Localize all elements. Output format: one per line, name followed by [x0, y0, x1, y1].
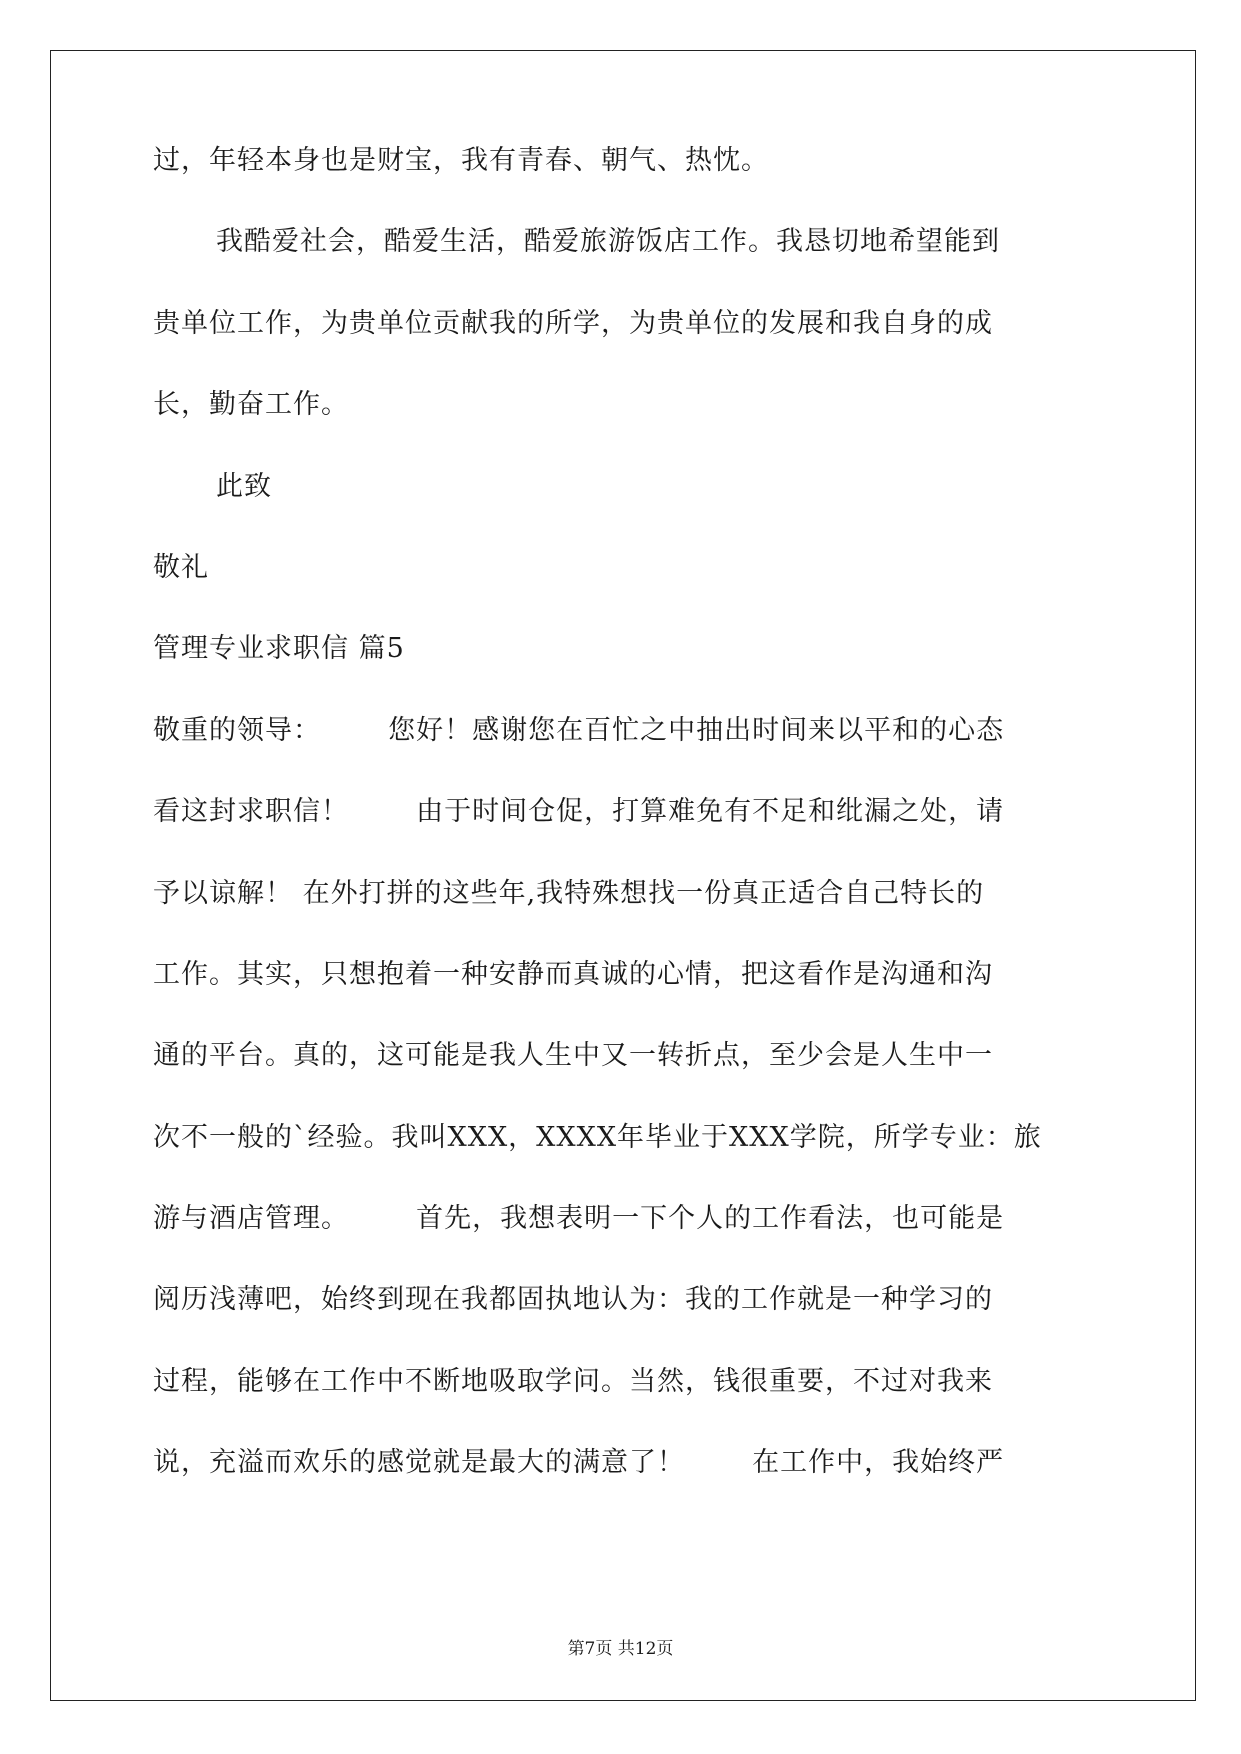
- text-line-15: 阅历浅薄吧，始终到现在我都固执地认为：我的工作就是一种学习的: [153, 1284, 993, 1316]
- text-line-16: 过程，能够在工作中不断地吸取学问。当然，钱很重要，不过对我来: [153, 1365, 993, 1397]
- closing-salutation: 此致: [216, 470, 272, 502]
- text-line-2: 我酷爱社会，酷爱生活，酷爱旅游饭店工作。我恳切地希望能到: [216, 226, 1000, 258]
- text-line-3: 贵单位工作，为贵单位贡献我的所学，为贵单位的发展和我自身的成: [153, 307, 993, 339]
- text-line-12: 通的平台。真的，这可能是我人生中又一转折点，至少会是人生中一: [153, 1040, 993, 1072]
- text-line-17: 说，充溢而欢乐的感觉就是最大的满意了！ 在工作中，我始终严: [153, 1447, 1005, 1479]
- section-heading: 管理专业求职信 篇5: [153, 633, 405, 665]
- text-line-10: 予以谅解！ 在外打拼的这些年,我特殊想找一份真正适合自己特长的: [153, 877, 985, 909]
- document-body: [153, 145, 1093, 1504]
- text-line-1: 过，年轻本身也是财宝，我有青春、朝气、热忱。: [153, 145, 769, 176]
- text-line-9: 看这封求职信！ 由于时间仓促，打算难免有不足和纰漏之处，请: [153, 796, 1005, 828]
- text-line-13: 次不一般的`经验。我叫XXX，XXXX年毕业于XXX学院，所学专业：旅: [153, 1121, 1042, 1153]
- text-line-8: 敬重的领导： 您好！感谢您在百忙之中抽出时间来以平和的心态: [153, 714, 1005, 746]
- text-line-14: 游与酒店管理。 首先，我想表明一下个人的工作看法，也可能是: [153, 1203, 1005, 1235]
- text-line-11: 工作。其实，只想抱着一种安静而真诚的心情，把这看作是沟通和沟: [153, 958, 993, 990]
- closing-regards: 敬礼: [153, 551, 209, 583]
- text-line-4: 长，勤奋工作。: [153, 389, 349, 421]
- page-number: 第7页 共12页: [567, 1639, 674, 1659]
